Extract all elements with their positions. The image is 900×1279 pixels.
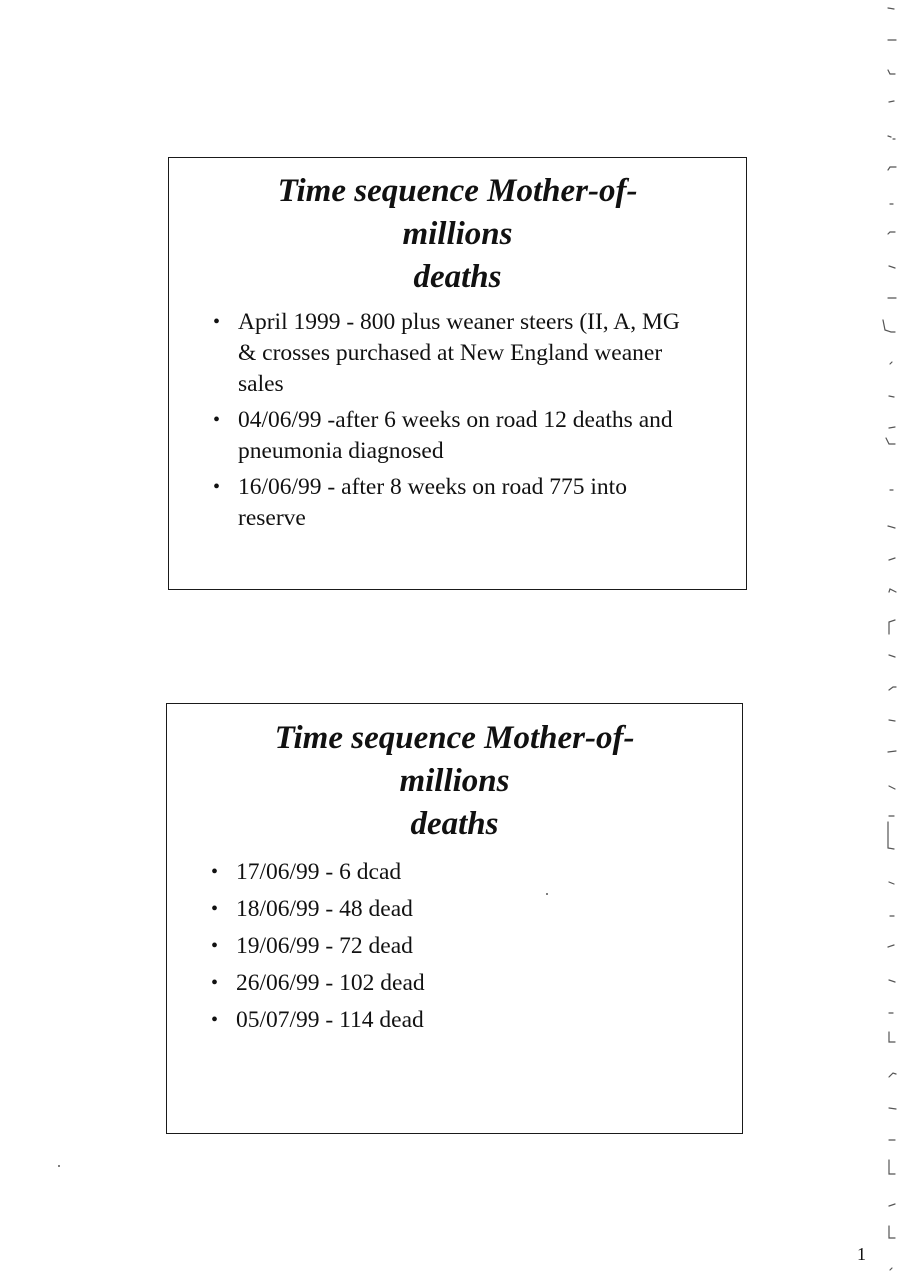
scan-speck bbox=[546, 893, 548, 895]
list-item bbox=[211, 857, 681, 888]
bullet-icon: • bbox=[211, 861, 219, 883]
bullet-icon: • bbox=[213, 311, 221, 333]
bullet-icon: • bbox=[211, 1009, 219, 1031]
page-number: 1 bbox=[857, 1244, 866, 1264]
slide-1-title-line-3: deaths bbox=[413, 259, 502, 295]
list-item bbox=[213, 472, 683, 534]
list-item bbox=[211, 894, 681, 925]
list-item bbox=[211, 968, 681, 999]
slide-2-bullet-list bbox=[167, 857, 681, 1036]
bullet-icon: • bbox=[213, 476, 221, 498]
list-item bbox=[213, 405, 683, 467]
bullet-text: April 1999 - 800 plus weaner steers (II, A, MG & crosses purchased at New England weaner sales bbox=[238, 309, 680, 397]
bullet-text: 18/06/99 - 48 dead bbox=[236, 896, 413, 922]
bullet-text: 19/06/99 - 72 dead bbox=[236, 933, 413, 959]
bullet-text: 26/06/99 - 102 dead bbox=[236, 970, 425, 996]
slide-1-title-line-2: millions bbox=[402, 216, 513, 252]
slide-2-title bbox=[167, 704, 742, 846]
bullet-icon: • bbox=[211, 935, 219, 957]
scan-speck bbox=[58, 1165, 60, 1167]
bullet-text: 16/06/99 - after 8 weeks on road 775 into reserve bbox=[238, 474, 627, 531]
bullet-icon: • bbox=[211, 898, 219, 920]
bullet-icon: • bbox=[213, 409, 221, 431]
slide-1 bbox=[168, 157, 747, 590]
slide-1-title bbox=[169, 158, 746, 299]
list-item bbox=[211, 1005, 681, 1036]
slide-2-title-line-3: deaths bbox=[410, 806, 499, 842]
slide-1-bullet-list bbox=[169, 307, 683, 534]
bullet-text: 05/07/99 - 114 dead bbox=[236, 1007, 424, 1033]
list-item bbox=[211, 931, 681, 962]
bullet-text: 04/06/99 -after 6 weeks on road 12 deaths and pneumonia diagnosed bbox=[238, 407, 673, 464]
slide-2 bbox=[166, 703, 743, 1134]
slide-2-title-line-1: Time sequence Mother-of- bbox=[274, 720, 635, 756]
slide-1-title-line-1: Time sequence Mother-of- bbox=[277, 173, 638, 209]
bullet-text: 17/06/99 - 6 dcad bbox=[236, 859, 402, 885]
bullet-icon: • bbox=[211, 972, 219, 994]
perforation-marks bbox=[880, 0, 900, 1279]
list-item bbox=[213, 307, 683, 400]
slide-2-title-line-2: millions bbox=[399, 763, 510, 799]
